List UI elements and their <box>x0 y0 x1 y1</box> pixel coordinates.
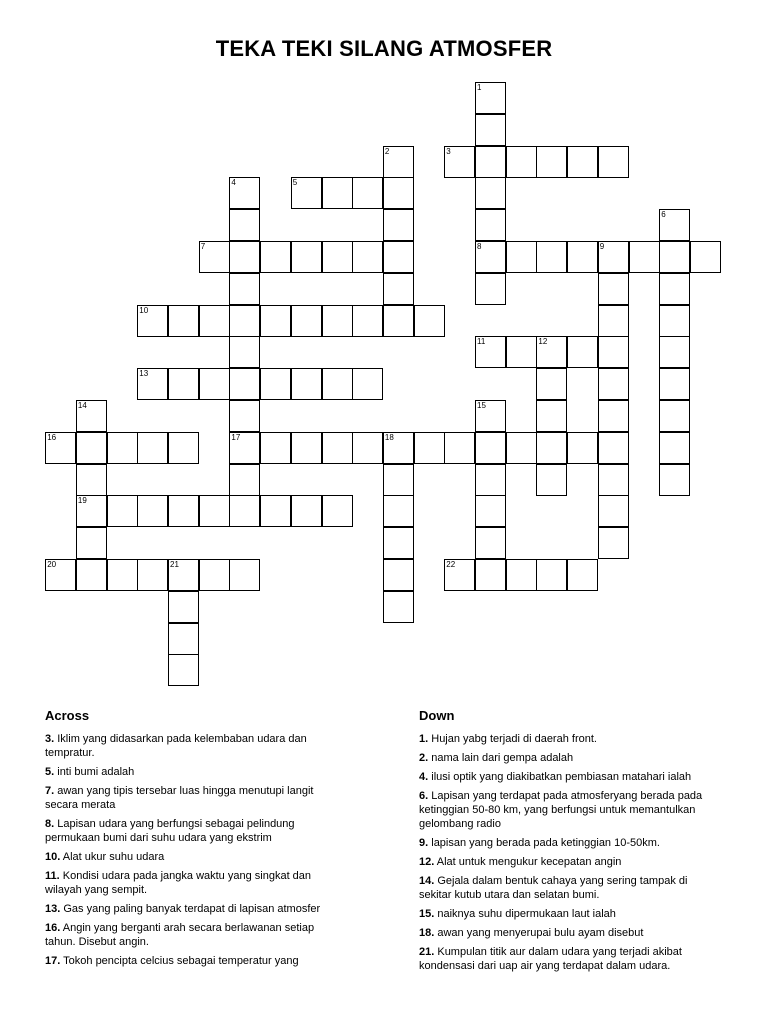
crossword-cell[interactable] <box>598 273 629 305</box>
clue-number: 15. <box>419 908 435 920</box>
crossword-cell[interactable] <box>383 146 414 178</box>
crossword-cell[interactable] <box>352 241 383 273</box>
crossword-cell[interactable] <box>137 495 168 527</box>
crossword-cell[interactable] <box>475 495 506 527</box>
crossword-cell[interactable] <box>567 559 598 591</box>
cell-number: 14 <box>77 401 87 410</box>
down-clue <box>419 907 709 921</box>
clue-number: 11. <box>45 870 60 882</box>
crossword-cell[interactable] <box>598 432 629 464</box>
crossword-cell[interactable] <box>475 527 506 559</box>
crossword-cell[interactable] <box>598 368 629 400</box>
crossword-cell[interactable] <box>444 432 475 464</box>
crossword-cell[interactable] <box>598 241 629 273</box>
crossword-cell[interactable] <box>260 495 291 527</box>
crossword-cell[interactable] <box>229 305 260 337</box>
crossword-cell[interactable] <box>567 432 598 464</box>
crossword-cell[interactable] <box>383 495 414 527</box>
crossword-cell[interactable] <box>475 336 506 368</box>
cell-number: 3 <box>446 146 451 156</box>
down-heading: Down <box>419 708 455 723</box>
crossword-cell[interactable] <box>260 432 291 464</box>
crossword-cell[interactable] <box>229 241 260 273</box>
crossword-cell[interactable] <box>137 559 168 591</box>
crossword-cell[interactable] <box>322 241 353 273</box>
crossword-cell[interactable] <box>322 305 353 337</box>
crossword-cell[interactable] <box>475 177 506 209</box>
crossword-cell[interactable] <box>383 591 414 623</box>
crossword-cell[interactable] <box>659 336 690 368</box>
crossword-cell[interactable] <box>506 146 537 178</box>
across-clue <box>45 869 345 897</box>
crossword-cell[interactable] <box>199 559 230 591</box>
clue-text: Hujan yabg terjadi di daerah front. <box>428 733 597 745</box>
down-clue <box>419 751 709 765</box>
crossword-cell[interactable] <box>475 400 506 432</box>
crossword-cell[interactable] <box>414 432 445 464</box>
crossword-cell[interactable] <box>475 146 506 178</box>
crossword-cell[interactable] <box>322 177 353 209</box>
crossword-cell[interactable] <box>536 368 567 400</box>
crossword-cell[interactable] <box>76 464 107 496</box>
clue-number: 6. <box>419 790 429 802</box>
down-clue <box>419 836 709 850</box>
across-clues <box>45 708 345 973</box>
down-clues <box>419 708 709 978</box>
clue-number: 9. <box>419 837 429 849</box>
crossword-cell[interactable] <box>536 559 567 591</box>
crossword-cell[interactable] <box>137 432 168 464</box>
crossword-cell[interactable] <box>475 114 506 146</box>
cell-number: 7 <box>200 242 206 251</box>
crossword-cell[interactable] <box>199 368 230 400</box>
crossword-cell[interactable] <box>168 495 199 527</box>
clue-text: inti bumi adalah <box>54 766 135 778</box>
cell-number: 2 <box>384 146 390 156</box>
across-clue-list <box>45 732 345 968</box>
crossword-cell[interactable] <box>383 273 414 305</box>
crossword-cell[interactable] <box>659 432 690 464</box>
crossword-cell[interactable] <box>598 464 629 496</box>
across-heading: Across <box>45 708 90 723</box>
crossword-cell[interactable] <box>567 336 598 368</box>
down-clue <box>419 789 709 831</box>
clue-number: 13. <box>45 903 61 915</box>
crossword-cell[interactable] <box>352 432 383 464</box>
across-clue <box>45 850 345 864</box>
cell-number: 19 <box>77 496 87 506</box>
crossword-cell[interactable] <box>229 177 260 209</box>
crossword-cell[interactable] <box>629 241 660 273</box>
crossword-cell[interactable] <box>659 209 690 241</box>
crossword-cell[interactable] <box>229 273 260 305</box>
cell-number: 20 <box>47 560 57 569</box>
crossword-cell[interactable] <box>598 495 629 527</box>
crossword-cell[interactable] <box>168 623 199 655</box>
clue-text: Lapisan yang terdapat pada atmosferyang berada pada ketinggian 50-80 km, yang berfungsi untuk memantulkan gelombang radio <box>419 790 703 830</box>
clue-text: Lapisan udara yang berfungsi sebagai pelindung permukaan bumi dari suhu udara yang ekstrim <box>45 818 295 844</box>
crossword-cell[interactable] <box>536 464 567 496</box>
clue-number: 4. <box>419 771 429 783</box>
crossword-cell[interactable] <box>383 209 414 241</box>
crossword-cell[interactable] <box>352 177 383 209</box>
crossword-cell[interactable] <box>659 464 690 496</box>
clue-text: ilusi optik yang diakibatkan pembiasan matahari ialah <box>428 771 692 783</box>
crossword-cell[interactable] <box>168 368 199 400</box>
across-clue <box>45 732 345 760</box>
cell-number: 22 <box>446 560 456 569</box>
crossword-cell[interactable] <box>598 146 629 178</box>
crossword-cell[interactable] <box>260 368 291 400</box>
crossword-cell[interactable] <box>690 241 721 273</box>
crossword-cell[interactable] <box>260 305 291 337</box>
down-clue <box>419 855 709 869</box>
crossword-cell[interactable] <box>598 400 629 432</box>
clue-text: Alat untuk mengukur kecepatan angin <box>434 856 622 868</box>
crossword-cell[interactable] <box>475 209 506 241</box>
crossword-cell[interactable] <box>322 432 353 464</box>
crossword-cell[interactable] <box>383 559 414 591</box>
cell-number: 17 <box>231 432 241 442</box>
down-clue <box>419 926 709 940</box>
clue-text: lapisan yang berada pada ketinggian 10-50km. <box>428 837 660 849</box>
crossword-cell[interactable] <box>45 559 76 591</box>
crossword-cell[interactable] <box>475 82 506 114</box>
crossword-cell[interactable] <box>199 495 230 527</box>
cell-number: 9 <box>599 242 605 251</box>
crossword-cell[interactable] <box>260 241 291 273</box>
crossword-cell[interactable] <box>414 305 445 337</box>
crossword-cell[interactable] <box>475 273 506 305</box>
across-clue <box>45 817 345 845</box>
cell-number: 18 <box>384 432 394 442</box>
clue-number: 18. <box>419 927 435 939</box>
clue-number: 1. <box>419 733 429 745</box>
cell-number: 13 <box>139 369 149 379</box>
cell-number: 10 <box>139 305 149 315</box>
crossword-cell[interactable] <box>291 495 322 527</box>
crossword-cell[interactable] <box>199 305 230 337</box>
crossword-cell[interactable] <box>291 241 322 273</box>
crossword-cell[interactable] <box>168 432 199 464</box>
down-clue <box>419 770 709 784</box>
clue-text: Angin yang berganti arah secara berlawanan setiap tahun. Disebut angin. <box>45 922 315 948</box>
page-title: TEKA TEKI SILANG ATMOSFER <box>215 36 553 61</box>
crossword-cell[interactable] <box>506 559 537 591</box>
clue-number: 17. <box>45 955 61 967</box>
crossword-cell[interactable] <box>229 559 260 591</box>
crossword-cell[interactable] <box>76 400 107 432</box>
crossword-cell[interactable] <box>76 527 107 559</box>
crossword-cell[interactable] <box>506 241 537 273</box>
crossword-cell[interactable] <box>659 368 690 400</box>
clue-text: Gejala dalam bentuk cahaya yang sering tampak di sekitar kutub utara dan selatan bumi. <box>419 875 688 901</box>
crossword-cell[interactable] <box>506 336 537 368</box>
crossword-cell[interactable] <box>352 305 383 337</box>
crossword-cell[interactable] <box>567 146 598 178</box>
crossword-cell[interactable] <box>536 241 567 273</box>
clue-text: awan yang tipis tersebar luas hingga menutupi langit secara merata <box>45 785 314 811</box>
crossword-cell[interactable] <box>444 146 475 178</box>
crossword-cell[interactable] <box>383 305 414 337</box>
crossword-cell[interactable] <box>659 241 690 273</box>
clue-text: Iklim yang didasarkan pada kelembaban udara dan tempratur. <box>45 733 307 759</box>
crossword-cell[interactable] <box>598 336 629 368</box>
crossword-cell[interactable] <box>598 527 629 559</box>
cell-number: 1 <box>477 83 482 92</box>
clue-number: 14. <box>419 875 435 887</box>
crossword-cell[interactable] <box>659 273 690 305</box>
clue-number: 7. <box>45 785 55 797</box>
crossword-cell[interactable] <box>107 432 138 464</box>
crossword-cell[interactable] <box>76 432 107 464</box>
across-clue <box>45 902 345 916</box>
crossword-cell[interactable] <box>322 495 353 527</box>
clue-number: 21. <box>419 946 435 958</box>
cell-number: 11 <box>477 337 486 347</box>
crossword-cell[interactable] <box>229 368 260 400</box>
crossword-cell[interactable] <box>229 432 260 464</box>
crossword-cell[interactable] <box>76 559 107 591</box>
clue-text: Tokoh pencipta celcius sebagai temperatur yang <box>60 955 299 967</box>
down-clue-list <box>419 732 709 973</box>
down-clue <box>419 945 709 973</box>
crossword-cell[interactable] <box>506 432 537 464</box>
crossword-cell[interactable] <box>383 241 414 273</box>
crossword-cell[interactable] <box>291 177 322 209</box>
clue-number: 10. <box>45 851 61 863</box>
crossword-cell[interactable] <box>383 464 414 496</box>
clue-number: 16. <box>45 922 61 934</box>
crossword-cell[interactable] <box>168 559 199 591</box>
clue-number: 12. <box>419 856 435 868</box>
clue-text: Kumpulan titik aur dalam udara yang terjadi akibat kondensasi dari uap air yang terdapat dalam udara. <box>419 946 682 972</box>
crossword-cell[interactable] <box>168 591 199 623</box>
crossword-cell[interactable] <box>199 241 230 273</box>
clue-number: 8. <box>45 818 55 830</box>
crossword-cell[interactable] <box>383 177 414 209</box>
clue-text: nama lain dari gempa adalah <box>428 752 574 764</box>
down-clue <box>419 874 709 902</box>
crossword-cell[interactable] <box>76 495 107 527</box>
cell-number: 8 <box>477 242 482 251</box>
across-clue <box>45 784 345 812</box>
crossword-cell[interactable] <box>475 241 506 273</box>
crossword-cell[interactable] <box>536 336 567 368</box>
crossword-cell[interactable] <box>291 432 322 464</box>
crossword-cell[interactable] <box>45 432 76 464</box>
cell-number: 5 <box>292 178 298 188</box>
cell-number: 16 <box>47 432 57 442</box>
cell-number: 6 <box>661 210 666 220</box>
crossword-cell[interactable] <box>137 305 168 337</box>
crossword-cell[interactable] <box>229 209 260 241</box>
crossword-cell[interactable] <box>229 400 260 432</box>
crossword-cell[interactable] <box>352 368 383 400</box>
crossword-cell[interactable] <box>659 400 690 432</box>
across-clue <box>45 921 345 949</box>
crossword-cell[interactable] <box>536 146 567 178</box>
crossword-cell[interactable] <box>322 368 353 400</box>
down-clue <box>419 732 709 746</box>
crossword-cell[interactable] <box>475 432 506 464</box>
cell-number: 21 <box>170 560 179 569</box>
crossword-cell[interactable] <box>659 305 690 337</box>
crossword-cell[interactable] <box>229 464 260 496</box>
crossword-cell[interactable] <box>107 559 138 591</box>
clue-number: 5. <box>45 766 55 778</box>
crossword-cell[interactable] <box>291 305 322 337</box>
crossword-cell[interactable] <box>168 305 199 337</box>
crossword-cell[interactable] <box>229 336 260 368</box>
crossword-cell[interactable] <box>291 368 322 400</box>
across-clue <box>45 765 345 779</box>
crossword-cell[interactable] <box>567 241 598 273</box>
clue-text: awan yang menyerupai bulu ayam disebut <box>434 927 644 939</box>
crossword-cell[interactable] <box>536 400 567 432</box>
crossword-cell[interactable] <box>598 305 629 337</box>
crossword-cell[interactable] <box>536 432 567 464</box>
clue-text: Gas yang paling banyak terdapat di lapisan atmosfer <box>60 903 321 915</box>
crossword-cell[interactable] <box>444 559 475 591</box>
crossword-cell[interactable] <box>168 654 199 686</box>
clue-text: naiknya suhu dipermukaan laut ialah <box>434 908 616 920</box>
crossword-cell[interactable] <box>383 527 414 559</box>
clue-number: 2. <box>419 752 429 764</box>
clue-text: Kondisi udara pada jangka waktu yang singkat dan wilayah yang sempit. <box>45 870 312 896</box>
cell-number: 4 <box>231 178 236 188</box>
crossword-cell[interactable] <box>383 432 414 464</box>
across-clue <box>45 954 345 968</box>
cell-number: 12 <box>538 337 548 347</box>
clue-text: Alat ukur suhu udara <box>60 851 165 863</box>
cell-number: 15 <box>477 401 486 410</box>
clue-number: 3. <box>45 733 55 745</box>
crossword-cell[interactable] <box>137 368 168 400</box>
crossword-cell[interactable] <box>107 495 138 527</box>
crossword-cell[interactable] <box>475 559 506 591</box>
crossword-cell[interactable] <box>229 495 260 527</box>
crossword-cell[interactable] <box>475 464 506 496</box>
